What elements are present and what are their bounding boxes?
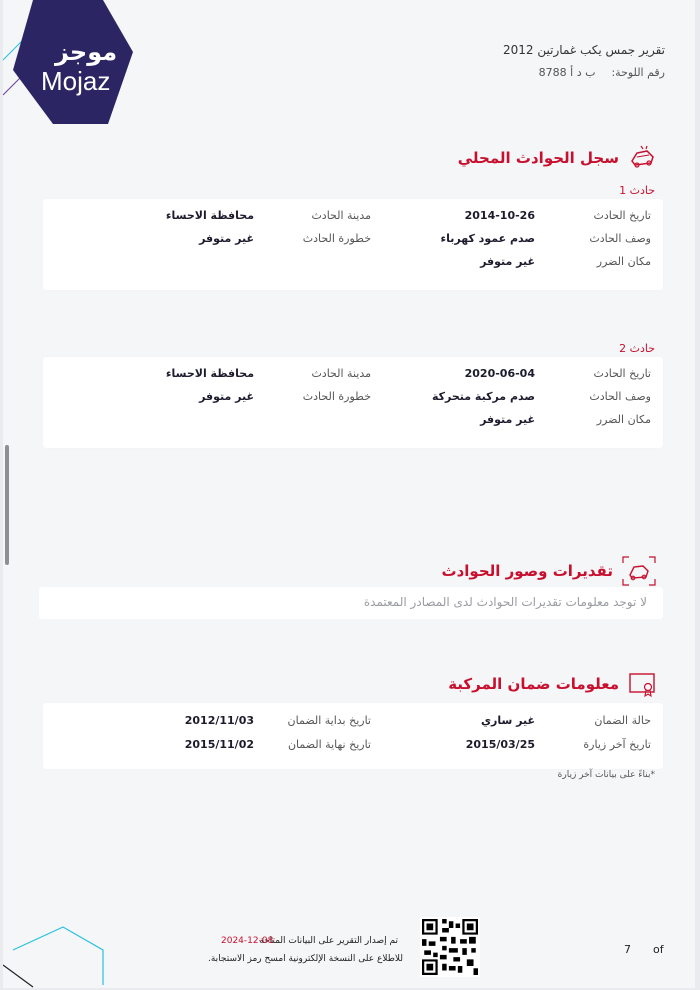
warranty-card <box>43 703 663 769</box>
incident-1-label: حادث 1 <box>619 184 655 197</box>
last-visit: 2015/03/25 <box>465 738 535 751</box>
incident-date: 2020-06-04 <box>464 367 535 380</box>
warranty-start: 2012/11/03 <box>184 714 254 727</box>
incident-desc-label: وصف الحادث <box>589 390 651 403</box>
incident-damage: غير متوفر <box>480 413 535 426</box>
crashed-car-icon <box>627 143 657 173</box>
plate-label: رقم اللوحة: <box>611 66 665 79</box>
qr-code <box>420 917 480 977</box>
footer-issued-date: 2024-12-08 <box>221 936 274 946</box>
incident-desc-label: وصف الحادث <box>589 232 651 245</box>
incidents-section-title: سجل الحوادث المحلي <box>457 149 619 167</box>
report-title: تقرير جمس يكب غمارتين 2012 <box>503 43 665 57</box>
estimates-empty-text: لا توجد معلومات تقديرات الحوادث لدى المصادر المعتمدة <box>363 595 647 609</box>
page-of-label: of <box>653 943 664 956</box>
estimates-section-title: تقديرات وصور الحوادث <box>441 562 613 580</box>
incidents-section-header <box>458 143 657 173</box>
incident-severity: غير متوفر <box>199 390 254 403</box>
incident-date-label: تاريخ الحادث <box>593 367 651 380</box>
incident-1-card <box>43 199 663 290</box>
warranty-end: 2015/11/02 <box>184 738 254 751</box>
warranty-start-label: تاريخ بداية الضمان <box>287 714 371 727</box>
warranty-footnote: *بناءً على بيانات آخر زيارة <box>557 770 655 780</box>
report-page <box>3 0 695 988</box>
warranty-end-label: تاريخ نهاية الضمان <box>287 738 371 751</box>
incident-severity-label: خطورة الحادث <box>302 390 371 403</box>
corner-decoration-bottom <box>3 925 113 988</box>
estimates-empty-box <box>39 587 663 619</box>
logo-latin: Mojaz <box>41 66 111 96</box>
incident-severity: غير متوفر <box>199 232 254 245</box>
incident-damage-label: مكان الضرر <box>596 255 651 268</box>
scrollbar-thumb[interactable] <box>5 445 9 565</box>
footer-scan-text: للاطلاع على النسخة الإلكترونية امسح رمز الاستجابة. <box>208 954 403 964</box>
incident-city: محافظة الاحساء <box>165 209 254 222</box>
certificate-icon <box>627 669 657 699</box>
estimates-section-header <box>442 555 657 587</box>
last-visit-label: تاريخ آخر زيارة <box>583 738 651 751</box>
incident-desc: صدم مركبة متحركة <box>431 390 535 403</box>
incident-severity-label: خطورة الحادث <box>302 232 371 245</box>
plate-value: ب د أ 8788 <box>538 66 596 79</box>
incident-city-label: مدينة الحادث <box>311 367 371 380</box>
incident-desc: صدم عمود كهرباء <box>440 232 535 245</box>
incident-2-label: حادث 2 <box>619 342 655 355</box>
incident-date-label: تاريخ الحادث <box>593 209 651 222</box>
incident-damage-label: مكان الضرر <box>596 413 651 426</box>
incident-city: محافظة الاحساء <box>165 367 254 380</box>
incident-date: 2014-10-26 <box>464 209 535 222</box>
warranty-status: غير ساري <box>480 714 535 727</box>
warranty-section-header <box>448 669 657 699</box>
incident-2-card <box>43 357 663 448</box>
incident-damage: غير متوفر <box>480 255 535 268</box>
warranty-section-title: معلومات ضمان المركبة <box>448 675 619 693</box>
plate-row <box>539 66 665 79</box>
logo-arabic: موجز <box>55 38 118 66</box>
warranty-status-label: حالة الضمان <box>594 714 651 727</box>
footer-issued-text: تم إصدار التقرير على البيانات المتاحة <box>259 936 398 946</box>
incident-city-label: مدينة الحادث <box>311 209 371 222</box>
page-number: 7 <box>624 943 631 956</box>
car-photo-icon <box>621 555 657 587</box>
